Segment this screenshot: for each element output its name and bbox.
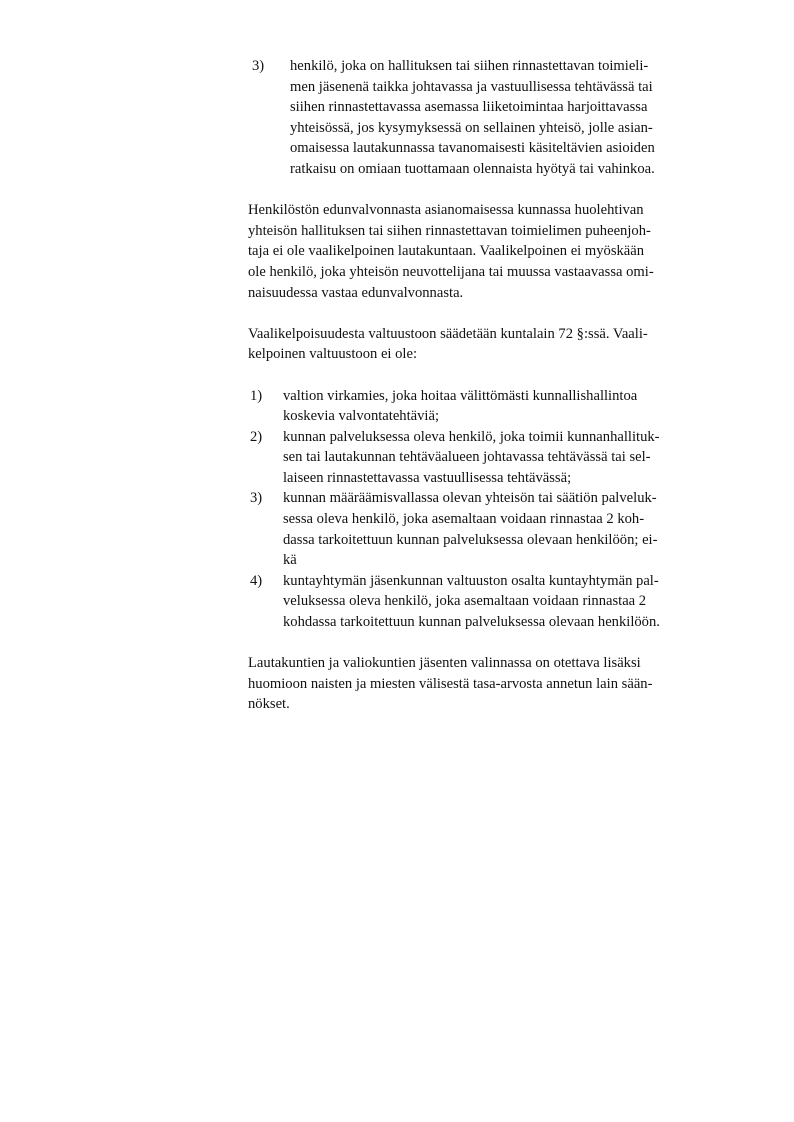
list-item-3 [248, 488, 734, 570]
text-line: kuntayhtymän jäsenkunnan valtuuston osalta kuntayhtymän pal- [283, 572, 659, 589]
text-line: yhteisössä, jos kysymyksessä on sellainen yhteisö, jolle asian- [290, 119, 653, 136]
text-line: Henkilöstön edunvalvonnasta asianomaisessa kunnassa huolehtivan [248, 202, 644, 219]
item-text [283, 427, 734, 489]
item-text [283, 571, 734, 633]
text-line: siihen rinnastettavassa asemassa liiketoimintaa harjoittavassa [290, 99, 648, 116]
text-line: ratkaisu on omiaan tuottamaan olennaista hyötyä tai vahinkoa. [290, 160, 655, 177]
text-line: huomioon naisten ja miesten välisestä tasa-arvosta annetun lain sään- [248, 675, 653, 692]
spacer [248, 633, 734, 654]
spacer [248, 365, 734, 386]
paragraph-council-eligibility [248, 324, 734, 365]
text-line: henkilö, joka on hallituksen tai siihen rinnastettavan toimieli- [290, 58, 649, 74]
text-line: naisuudessa vastaa edunvalvonnasta. [248, 284, 464, 301]
text-line: koskevia valvontatehtäviä; [283, 408, 440, 425]
text-line: yhteisön hallituksen tai siihen rinnastettavan toimielimen puheenjoh- [248, 222, 651, 239]
text-line: kelpoinen valtuustoon ei ole: [248, 346, 418, 363]
text-line: valtion virkamies, joka hoitaa välittömästi kunnallishallintoa [283, 387, 638, 404]
text-line: laiseen rinnastettavassa vastuullisessa tehtävässä; [283, 469, 572, 486]
spacer [248, 303, 734, 324]
text-line: nökset. [248, 696, 290, 713]
text-line: omaisessa lautakunnassa tavanomaisesti käsiteltävien asioiden [290, 140, 655, 157]
item-number: 3) [250, 490, 263, 507]
spacer [248, 180, 734, 201]
text-line: veluksessa oleva henkilö, joka asemaltaan voidaan rinnastaa 2 [283, 593, 647, 610]
text-line: dassa tarkoitettuun kunnan palveluksessa olevaan henkilöön; ei- [283, 531, 658, 548]
item-number: 3) [252, 58, 265, 74]
item-text [290, 56, 734, 180]
text-line: taja ei ole vaalikelpoinen lautakuntaan. Vaalikelpoinen ei myöskään [248, 243, 645, 260]
top-list-item-3 [248, 56, 734, 180]
text-line: ole henkilö, joka yhteisön neuvottelijana tai muussa vastaavassa omi- [248, 263, 654, 280]
list-item-2 [248, 427, 734, 489]
text-line: Vaalikelpoisuudesta valtuustoon säädetään kuntalain 72 §:ssä. Vaali- [248, 325, 648, 342]
text-line: Lautakuntien ja valiokuntien jäsenten valinnassa on otettava lisäksi [248, 655, 641, 672]
item-text [283, 386, 734, 427]
text-line: men jäsenenä taikka johtavassa ja vastuullisessa tehtävässä tai [290, 78, 653, 95]
item-number: 4) [250, 572, 263, 589]
document-page [248, 56, 734, 715]
paragraph-staff-advocacy [248, 200, 734, 303]
text-line: kunnan palveluksessa oleva henkilö, joka toimii kunnanhallituk- [283, 428, 660, 445]
text-line: kohdassa tarkoitettuun kunnan palveluksessa olevaan henkilöön. [283, 614, 660, 631]
item-number: 2) [250, 428, 263, 445]
text-line: kunnan määräämisvallassa olevan yhteisön tai säätiön palveluk- [283, 490, 657, 507]
item-text [283, 488, 734, 570]
text-line: kä [283, 552, 297, 569]
list-item-1 [248, 386, 734, 427]
item-number: 1) [250, 387, 263, 404]
paragraph-gender-equality [248, 653, 734, 715]
text-line: sen tai lautakunnan tehtäväalueen johtavassa tehtävässä tai sel- [283, 449, 651, 466]
list-item-4 [248, 571, 734, 633]
text-line: sessa oleva henkilö, joka asemaltaan voidaan rinnastaa 2 koh- [283, 511, 645, 528]
